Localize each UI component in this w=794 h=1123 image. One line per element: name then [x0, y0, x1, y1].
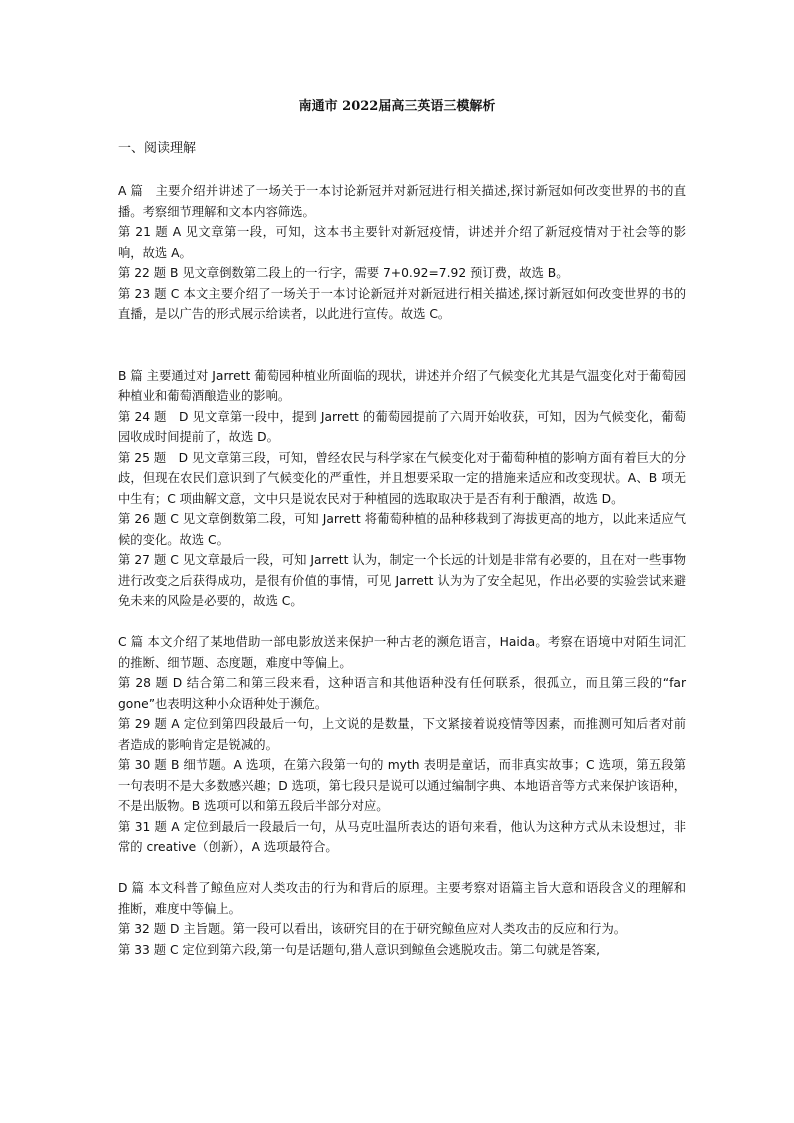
passage-d-q32: 第 32 题 D 主旨题。第一段可以看出，该研究目的在于研究鲸鱼应对人类攻击的反应和行为。: [118, 922, 627, 936]
passage-a-q21: 第 21 题 A 见文章第一段，可知，这本书主要针对新冠疫情，讲述并介绍了新冠疫情对于社会等的影响，故选 A。: [118, 225, 686, 260]
passage-c-q29: 第 29 题 A 定位到第四段最后一句，上文说的是数量，下文紧接着说疫情等因素，而推测可知后者对前者造成的影响肯定是锐减的。: [118, 717, 686, 752]
passage-b-q26: 第 26 题 C 见文章倒数第二段，可知 Jarrett 将葡萄种植的品种移栽到了海拔更高的地方，以此来适应气候的变化。故选 C。: [118, 512, 686, 547]
passage-d-q33: 第 33 题 C 定位到第六段,第一句是话题句,猎人意识到鲸鱼会逃脱攻击。第二句就是答案,: [118, 942, 600, 957]
spacer: [118, 612, 686, 633]
passage-c-summary: C 篇 本文介绍了某地借助一部电影放送来保护一种古老的濒危语言，Haida。考察在语境中对陌生词汇的推断、细节题、态度题，难度中等偏上。: [118, 635, 686, 670]
passage-a-summary: A 篇 主要介绍并讲述了一场关于一本讨论新冠并对新冠进行相关描述,探讨新冠如何改变世界的书的直播。考察细节理解和文本内容筛选。: [118, 184, 686, 219]
passage-c-q28: 第 28 题 D 结合第二和第三段来看，这种语言和其他语种没有任何联系，很孤立，而且第三段的“far gone”也表明这种小众语种处于濒危。: [118, 676, 686, 711]
passage-d-summary: D 篇 本文科普了鲸鱼应对人类攻击的行为和背后的原理。主要考察对语篇主旨大意和语段含义的理解和推断，难度中等偏上。: [118, 881, 686, 916]
passage-a-q23: 第 23 题 C 本文主要介绍了一场关于一本讨论新冠并对新冠进行相关描述,探讨新冠如何改变世界的书的直播，是以广告的形式展示给读者，以此进行宣传。故选 C。: [118, 286, 686, 321]
passage-a-q22: 第 22 题 B 见文章倒数第二段上的一行字，需要 7+0.92=7.92 预订费，故选 B。: [118, 266, 569, 280]
passage-c-q31: 第 31 题 A 定位到最后一段最后一句，从马克吐温所表达的语句来看，他认为这种方式从未设想过，非常的 creative（创新），A 选项最符合。: [118, 819, 686, 854]
spacer: [118, 325, 686, 366]
passage-c-q30: 第 30 题 B 细节题。A 选项，在第六段第一句的 myth 表明是童话，而非真实故事；C 选项，第五段第一句表明不是大多数感兴趣；D 选项，第七段只是说可以通过编制字典、本地语音等方式来保护该语种，不是出版物。B 选项可以和第五段后半部分对应。: [118, 758, 686, 813]
passage-b-q25: 第 25 题 D 见文章第三段，可知，曾经农民与科学家在气候变化对于葡萄种植的影响方面有着巨大的分歧，但现在农民们意识到了气候变化的严重性，并且想要采取一定的措施来适应和改变现状。A、B 项无中生有；C 项曲解文意，文中只是说农民对于种植园的选取取决于是否有利于酿酒，故选 D。: [118, 450, 686, 506]
document-title: 南通市 2022届高三英语三模解析: [298, 99, 496, 114]
section-heading: 一、阅读理解: [118, 141, 197, 156]
passage-b-summary: B 篇 主要通过对 Jarrett 葡萄园种植业所面临的现状，讲述并介绍了气候变化尤其是气温变化对于葡萄园种植业和葡萄酒酿造业的影响。: [118, 368, 686, 403]
passage-b-q27: 第 27 题 C 见文章最后一段，可知 Jarrett 认为，制定一个长远的计划是非常有必要的，且在对一些事物进行改变之后获得成功，是很有价值的事情，可见 Jarrett 认为为了安全起见，作出必要的实验尝试来避免未来的风险是必要的，故选 C。: [118, 553, 686, 608]
spacer: [118, 858, 686, 879]
passage-b-q24: 第 24 题 D 见文章第一段中，提到 Jarrett 的葡萄园提前了六周开始收获，可知，因为气候变化，葡萄园收成时间提前了，故选 D。: [118, 409, 686, 444]
document-body: [118, 181, 686, 960]
